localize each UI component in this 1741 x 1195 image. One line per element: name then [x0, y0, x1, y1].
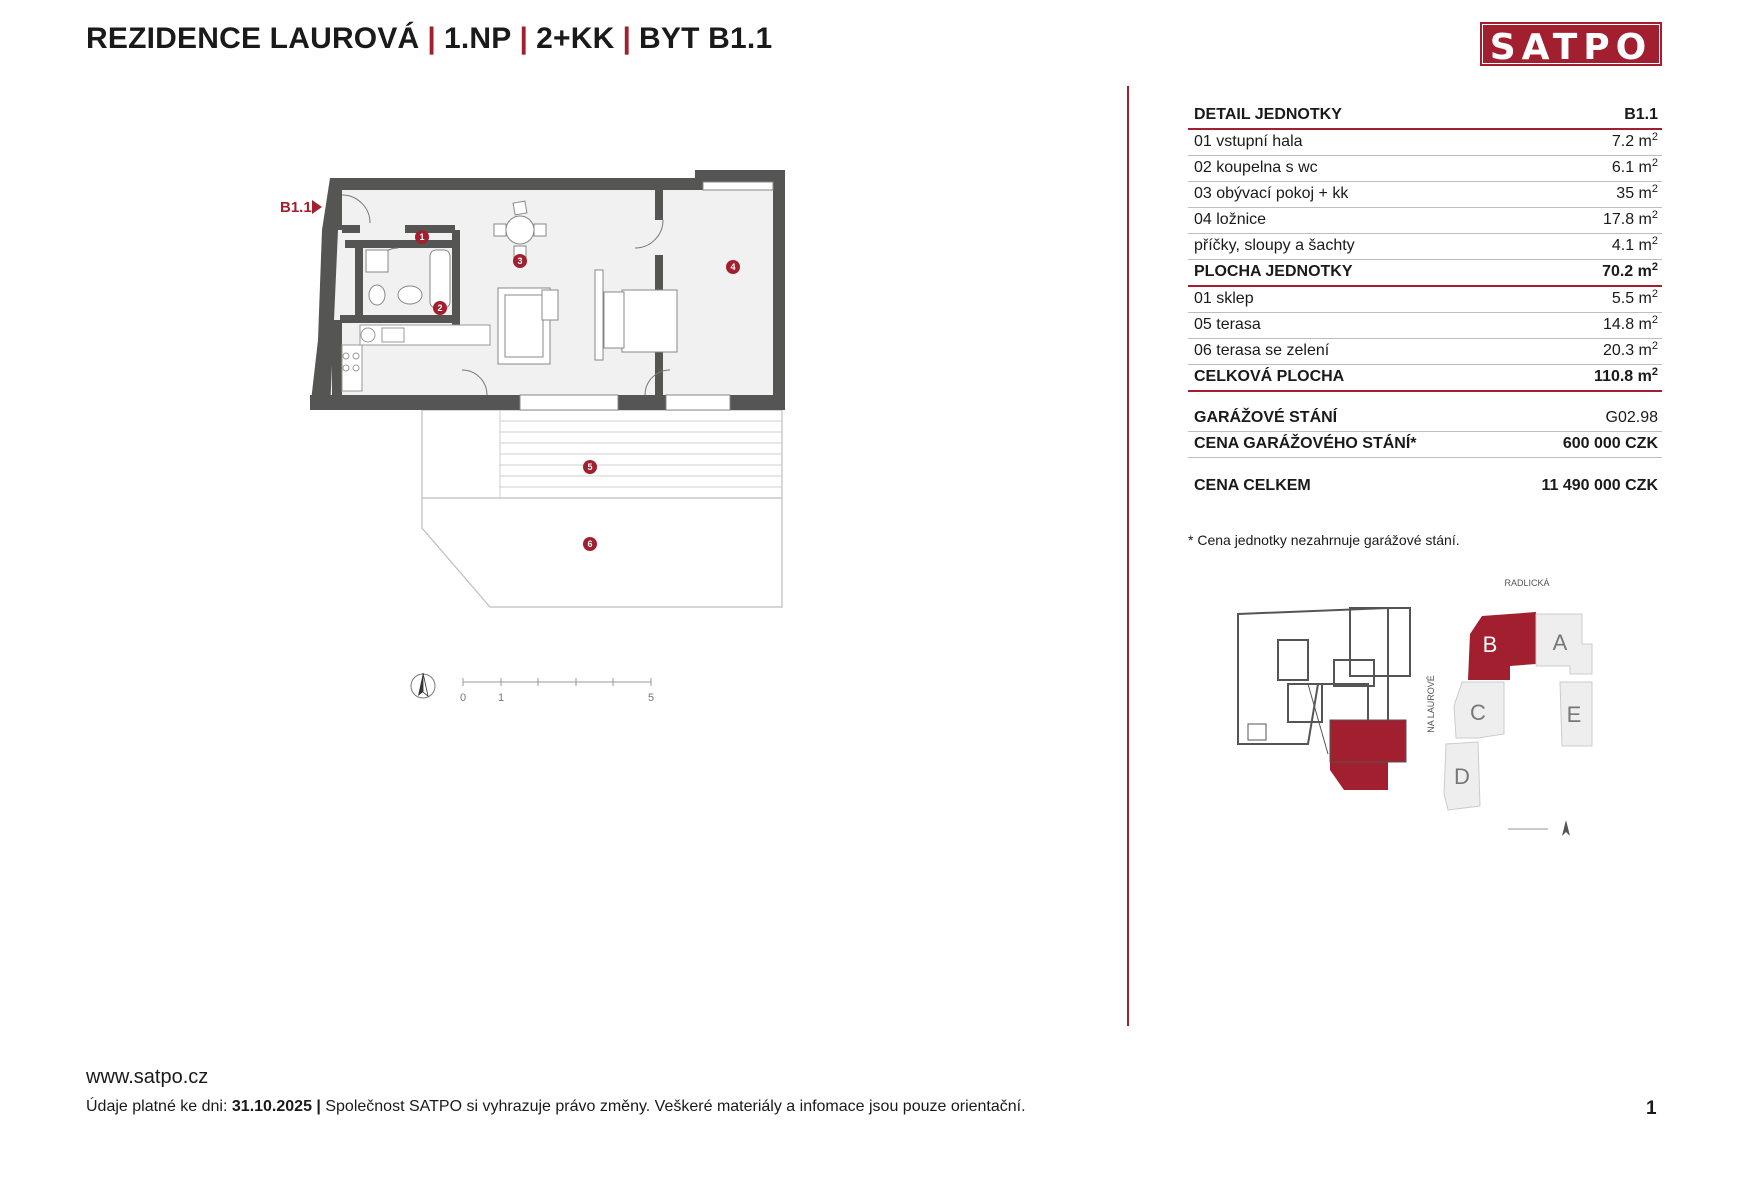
table-row: 04 ložnice 17.8 $m^2$: [1188, 208, 1662, 234]
table-row: 06 terasa se zelení 20.3 $m^2$: [1188, 339, 1662, 365]
building-label: D: [1454, 764, 1470, 789]
grand-total-row: CELKOVÁ PLOCHA 110.8 $m^2$: [1188, 365, 1662, 392]
terrace-green: [422, 410, 782, 607]
garage-price-row: CENA GARÁŽOVÉHO STÁNÍ* 600 000 CZK: [1188, 432, 1662, 458]
room-number: 2: [437, 303, 443, 313]
floor-plan: [280, 170, 820, 640]
scale-tick: 0: [459, 692, 467, 704]
scale-bar: [405, 670, 675, 706]
page-number: 1: [1646, 1098, 1657, 1119]
site-plan: [1218, 574, 1664, 850]
building-label: E: [1566, 702, 1582, 727]
table-row: 02 koupelna s wc 6.1 $m^2$: [1188, 156, 1662, 182]
unit-arrow-icon: [312, 200, 322, 214]
layout-label: 2+KK: [536, 22, 615, 55]
north-arrow-icon: [1562, 820, 1570, 836]
divider-line: [1127, 86, 1129, 1026]
title-separator: |: [427, 22, 437, 55]
unit-tag: B1.1: [280, 199, 312, 216]
price-total-row: CENA CELKEM 11 490 000 CZK: [1194, 477, 1658, 494]
satpo-logo: [1480, 22, 1662, 66]
table-row: 01 sklep 5.5 $m^2$: [1188, 287, 1662, 313]
unit-label: BYT B1.1: [639, 22, 773, 55]
room-number: 1: [419, 232, 425, 242]
building-label: B: [1482, 632, 1498, 657]
title-separator: |: [622, 22, 632, 55]
north-arrow-icon: [411, 673, 435, 698]
building-label: A: [1552, 630, 1568, 655]
room-number: 6: [587, 539, 593, 549]
project-name: REZIDENCE LAUROVÁ: [86, 22, 420, 55]
room-number: 3: [517, 256, 523, 266]
street-label: RADLICKÁ: [1504, 578, 1550, 588]
room-number: 4: [730, 262, 736, 272]
title-separator: |: [519, 22, 529, 55]
scale-tick: 1: [497, 692, 505, 704]
unit-highlight: [1330, 720, 1406, 790]
building-b: [1468, 612, 1536, 680]
page-title: [86, 22, 772, 56]
table-row: 03 obývací pokoj + kk 35 $m^2$: [1188, 182, 1662, 208]
street-label: NA LAUROVÉ: [1426, 675, 1436, 733]
website-link[interactable]: www.satpo.cz: [86, 1066, 209, 1088]
room-number: 5: [587, 462, 593, 472]
price-note: * Cena jednotky nezahrnuje garážové stání.: [1188, 532, 1460, 548]
unit-total-row: PLOCHA JEDNOTKY 70.2 $m^2$: [1188, 260, 1662, 287]
unit-detail-table: [1188, 103, 1662, 499]
table-row: 05 terasa 14.8 $m^2$: [1188, 313, 1662, 339]
building-label: C: [1470, 700, 1486, 725]
footer-disclaimer: Údaje platné ke dni: 31.10.2025 | Společnost SATPO si vyhrazuje právo změny. Veškeré materiály a infomace jsou pouze orientační.: [86, 1098, 1026, 1115]
scale-tick: 5: [647, 692, 655, 704]
table-header: DETAIL JEDNOTKY B1.1: [1188, 103, 1662, 130]
garage-row: GARÁŽOVÉ STÁNÍ G02.98: [1188, 406, 1662, 432]
table-row: 01 vstupní hala 7.2 $m^2$: [1188, 130, 1662, 156]
floor-label: 1.NP: [444, 22, 512, 55]
logo-text: SATPO: [1489, 27, 1653, 68]
table-row: příčky, sloupy a šachty 4.1 $m^2$: [1188, 234, 1662, 260]
